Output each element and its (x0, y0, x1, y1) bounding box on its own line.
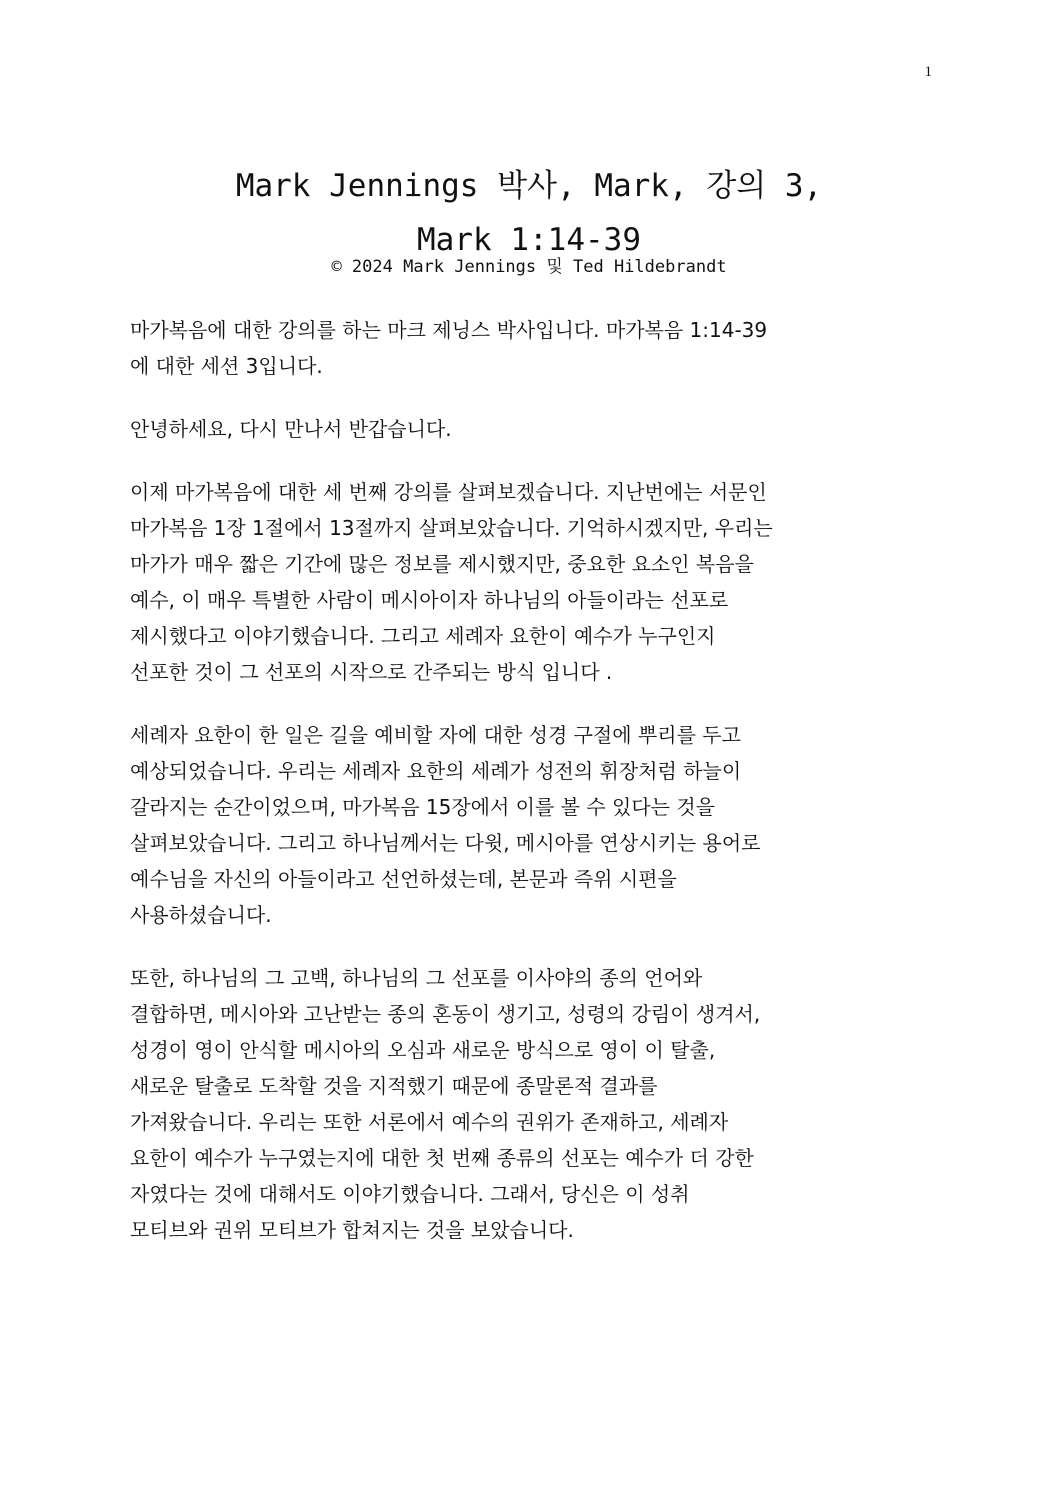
text-line: 제시했다고 이야기했습니다. 그리고 세례자 요한이 예수가 누구인지 (130, 624, 716, 648)
text-line: 갈라지는 순간이었으며, 마가복음 15장에서 이를 볼 수 있다는 것을 (130, 795, 715, 819)
text-line: 살펴보았습니다. 그리고 하나님께서는 다윗, 메시아를 연상시키는 용어로 (130, 831, 761, 855)
text-line: 마가복음 1장 1절에서 13절까지 살펴보았습니다. 기억하시겠지만, 우리는 (130, 516, 773, 540)
text-line: 가져왔습니다. 우리는 또한 서론에서 예수의 권위가 존재하고, 세례자 (130, 1110, 729, 1134)
paragraph-review (130, 474, 930, 690)
paragraph-declaration (130, 960, 930, 1248)
text-line: 예수, 이 매우 특별한 사람이 메시아이자 하나님의 아들이라는 선포로 (130, 588, 729, 612)
text-line: 예수님을 자신의 아들이라고 선언하셨는데, 본문과 즉위 시편을 (130, 867, 677, 891)
document-body (130, 312, 930, 1275)
text-line: 에 대한 세션 3입니다. (130, 354, 323, 378)
text-line: 예상되었습니다. 우리는 세례자 요한의 세례가 성전의 휘장처럼 하늘이 (130, 759, 742, 783)
text-line: 사용하셨습니다. (130, 903, 272, 927)
document-title (0, 159, 1058, 267)
text-line: 모티브와 권위 모티브가 합쳐지는 것을 보았습니다. (130, 1218, 574, 1242)
text-line: 마가복음에 대한 강의를 하는 마크 제닝스 박사입니다. 마가복음 1:14-39 (130, 318, 768, 342)
text-line: 또한, 하나님의 그 고백, 하나님의 그 선포를 이사야의 종의 언어와 (130, 966, 703, 990)
paragraph-john-baptist (130, 717, 930, 933)
text-line: 안녕하세요, 다시 만나서 반갑습니다. (130, 417, 452, 441)
paragraph-greeting (130, 411, 930, 447)
page-number: 1 (924, 64, 932, 80)
text-line: 결합하면, 메시아와 고난받는 종의 혼동이 생기고, 성령의 강림이 생겨서, (130, 1002, 761, 1026)
copyright-line: © 2024 Mark Jennings 및 Ted Hildebrandt (331, 257, 727, 277)
text-line: 세례자 요한이 한 일은 길을 예비할 자에 대한 성경 구절에 뿌리를 두고 (130, 723, 741, 747)
text-line: 성경이 영이 안식할 메시아의 오심과 새로운 방식으로 영이 이 탈출, (130, 1038, 716, 1062)
text-line: 요한이 예수가 누구였는지에 대한 첫 번째 종류의 선포는 예수가 더 강한 (130, 1146, 754, 1170)
text-line: 새로운 탈출로 도착할 것을 지적했기 때문에 종말론적 결과를 (130, 1074, 658, 1098)
title-line: Mark 1:14-39 (417, 221, 641, 258)
text-line: 선포한 것이 그 선포의 시작으로 간주되는 방식 입니다 . (130, 660, 613, 684)
paragraph-intro (130, 312, 930, 384)
text-line: 이제 마가복음에 대한 세 번째 강의를 살펴보겠습니다. 지난번에는 서문인 (130, 480, 767, 504)
text-line: 마가가 매우 짧은 기간에 많은 정보를 제시했지만, 중요한 요소인 복음을 (130, 552, 754, 576)
text-line: 자였다는 것에 대해서도 이야기했습니다. 그래서, 당신은 이 성취 (130, 1182, 690, 1206)
title-line: Mark Jennings 박사, Mark, 강의 3, (235, 167, 823, 204)
